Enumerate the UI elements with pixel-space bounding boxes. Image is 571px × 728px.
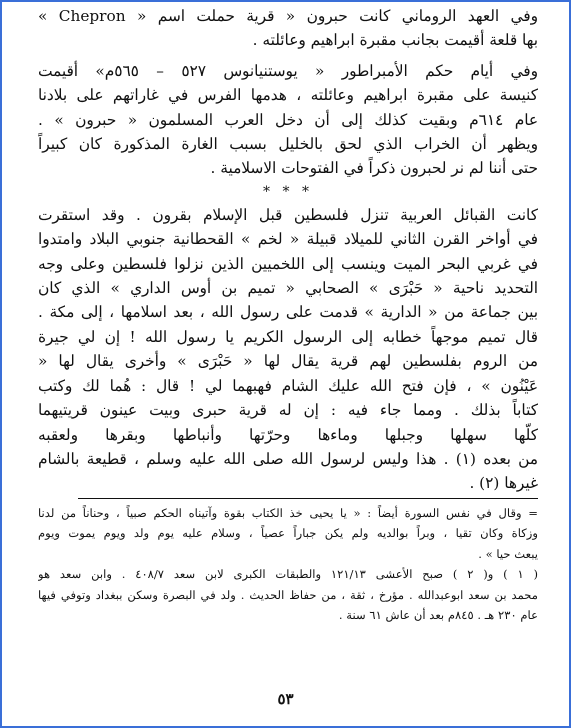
text-line: وفي العهد الروماني كانت حبرون « قرية حملت اسم « Chepron » bbox=[38, 7, 538, 25]
text-line: عَيْنُون » ، فإن فتح الله عليك الشام فهبهما لي ! قال : هُما لك وكتب bbox=[38, 376, 538, 395]
text-line: وفي أيام حكم الأمبراطور « يوستنيانوس ٥٢٧ – ٥٦٥م» أقيمت bbox=[38, 61, 538, 80]
text-line: في أواخر القرن الثاني للميلاد قبيلة « لخم » القحطانية جنوبي البلاد وامتدوا bbox=[38, 230, 538, 249]
footnote-line: = وقال في نفس السورة أيضاً : « يا يحيى خذ الكتاب بقوة وآتيناه الحكم صبياً ، وحناناً من لدنا bbox=[38, 505, 538, 520]
paragraph-roman-era bbox=[38, 4, 538, 53]
text-line: كتاباً بذلك . ومما جاء فيه : إن له قرية حبرى وبيت عينون قريتيهما bbox=[38, 401, 538, 420]
footnote-line: محمد بن سعد ابوعبدالله . مؤرخ ، ثقة ، من حفاظ الحديث . ولد في البصرة وسكن ببغداد وتوفي فيها bbox=[38, 587, 538, 602]
text-line: ويظهر أن الخراب الذي لحق بالخليل بسبب الغارة المذكورة كان كبيراً bbox=[38, 135, 538, 154]
page-number: ٥٣ bbox=[277, 690, 294, 708]
text-line: بها قلعة أقيمت بجانب مقبرة ابراهيم وعائلته . bbox=[252, 31, 538, 50]
paragraph-justinian-era bbox=[38, 59, 538, 181]
footnote-rule bbox=[78, 498, 538, 499]
text-line: كنيسة على مقبرة ابراهيم وعائلته ، هدمها الفرس في غاراتهم على بلادنا bbox=[38, 86, 538, 105]
footnote-line: ( ١ ) و( ٢ ) صبح الأعشى ١٢١/١٣ والطبقات الكبرى لابن سعد ٤٠٨/٧ . وابن سعد هو bbox=[38, 567, 538, 582]
text-line: غيرها (٢) . bbox=[469, 474, 538, 493]
section-divider: * * * bbox=[263, 183, 313, 200]
footnote-line: عام ٢٣٠ هـ . ٨٤٥م بعد أن عاش ٦١ سنة . bbox=[338, 608, 538, 623]
text-line: التحديد ناحية « حَبْرَى » الصحابي « تميم بن أوس الداري » الذي كان bbox=[38, 279, 538, 298]
text-line: عام ٦١٤م وبقيت كذلك إلى أن دخل العرب المسلمون « حبرون » . bbox=[38, 110, 538, 129]
text-line: من بعده (١) . هذا وليس لرسول الله صلى الله عليه وسلم ، قطيعة بالشام bbox=[38, 449, 538, 468]
text-line: بين جماعة من « الدارية » قدمت على رسول الله ، بعد اسلامها ، إلى مكة . bbox=[38, 303, 538, 322]
book-page bbox=[38, 4, 538, 720]
text-line: كانت القبائل العربية تنزل فلسطين قبل الإسلام بقرون . وقد استقرت bbox=[38, 205, 538, 224]
text-line: من الروم بفلسطين لهم قرية يقال لها « حَبْرَى » وأخرى يقال لها « bbox=[38, 352, 538, 371]
paragraph-arab-tribes bbox=[38, 203, 538, 496]
text-line: كلّها سهلها وجبلها وماءها وحرّتها وأنباطها وبقرها ولعقبه bbox=[38, 425, 538, 444]
text-line: حتى أننا لم نر لحبرون ذكراً في الفتوحات الاسلامية . bbox=[210, 159, 538, 178]
footnotes bbox=[38, 503, 538, 626]
text-line: قال تميم موجهاً خطابه إلى الرسول الكريم يا رسول الله ! إن لي جيرة bbox=[38, 327, 538, 346]
footnote-line: يبعث حيا » . bbox=[478, 546, 538, 561]
text-line: في غربي البحر الميت وينسب إلى اللخميين الذين نزلوا فلسطين وعلى وجه bbox=[38, 254, 538, 273]
footnote-line: وزكاة وكان تقيا ، وبراً بوالديه ولم يكن جباراً عصياً ، وسلام عليه يوم ولد ويوم يموت ويوم bbox=[38, 526, 538, 541]
